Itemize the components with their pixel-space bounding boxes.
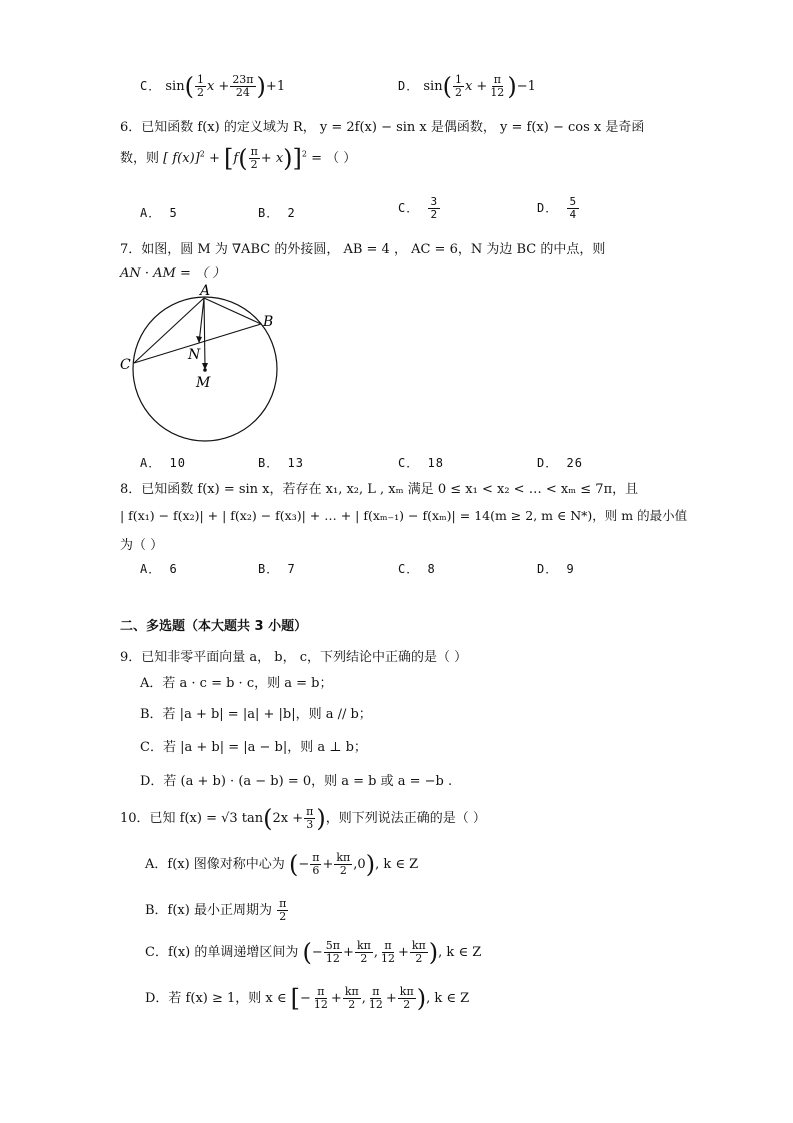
q7-stem-line1: 7．如图，圆 M 为 ∇ABC 的外接圆， AB = 4 ， AC = 6，N 为边 BC 的中点，则 — [120, 242, 606, 257]
q7-circle-diagram — [115, 282, 315, 447]
label-m: M — [196, 375, 211, 391]
q9-option-a: A．若 a · c = b · c，则 a = b； — [140, 676, 333, 691]
q9-stem: 9．已知非零平面向量 a， b， c，下列结论中正确的是（ ） — [120, 650, 468, 665]
vector-am — [204, 298, 205, 367]
q6-stem-line1: 6．已知函数 f(x) 的定义域为 R， y = 2f(x) − sin x 是偶函数， y = f(x) − cos x 是奇函 — [120, 120, 645, 135]
q5-option-d: D． sin( $\frac{1}{2}$ x + $\frac{\pi}{12}$ )−1 — [398, 72, 536, 101]
q7-option-d: D． 26 — [537, 456, 583, 470]
label-b: B — [263, 314, 274, 330]
q9-option-c: C．若 |a + b| = |a − b|，则 a ⊥ b； — [140, 740, 367, 755]
q9-option-b: B．若 |a + b| = |a| + |b|，则 a // b； — [140, 707, 372, 722]
q5-option-c: C． sin( $\frac{1}{2}$ x + $\frac{23\pi}{24}$ )+1 — [140, 72, 286, 101]
q8-option-c: C． 8 — [398, 562, 436, 576]
q7-option-a: A． 10 — [140, 456, 186, 470]
q8-stem-line3: 为（ ） — [120, 538, 164, 553]
q8-option-b: B． 7 — [258, 562, 296, 576]
vector-an — [199, 298, 204, 343]
label-n: N — [188, 347, 201, 363]
label-a: A — [200, 283, 211, 299]
section-title-multiple-choice: 二、多选题（本大题共 3 小题） — [120, 619, 308, 634]
q8-stem-line2: | f(x₁) − f(x₂)| + | f(x₂) − f(x₃)| + … + | f(xₘ₋₁) − f(xₘ)| = 14(m ≥ 2, m ∈ N*)，则 m 的最小值 — [120, 508, 688, 523]
q6-option-c: C． $\frac{3}{2}$ — [398, 195, 439, 221]
q8-option-a: A． 6 — [140, 562, 178, 576]
q10-stem: 10．已知 f(x) = √3 tan(2x + $\frac{\pi}{3}$ )，则下列说法正确的是（ ） — [120, 804, 486, 833]
q9-option-d: D．若 (a + b) · (a − b) = 0，则 a = b 或 a = −b . — [140, 774, 453, 789]
q6-option-b: B． 2 — [258, 206, 296, 220]
label-c: C — [120, 357, 131, 373]
q6-option-d: D． $\frac{5}{4}$ — [537, 195, 578, 221]
q10-option-d: D．若 f(x) ≥ 1，则 x ∈ [− $\frac{\pi}{12}$ + $\frac{k\pi}{2}$ , $\frac{\pi}{12}$ + $\frac{k\pi}{2}$ ), k ∈ Z — [145, 984, 470, 1013]
q8-option-d: D． 9 — [537, 562, 575, 576]
q6-option-a: A． 5 — [140, 206, 178, 220]
q7-stem-line2: AN · AM = （ ） — [120, 266, 226, 281]
q7-option-c: C． 18 — [398, 456, 444, 470]
center-point — [203, 368, 207, 372]
q10-option-a: A．f(x) 图像对称中心为 (− $\frac{\pi}{6}$ + $\frac{k\pi}{2}$ ,0), k ∈ Z — [145, 850, 419, 879]
q7-option-b: B． 13 — [258, 456, 304, 470]
q6-stem-line2: 数，则 [ f(x)]$^2$ + [f( $\frac{\pi}{2}$ + x)]$^2$ = （ ） — [120, 144, 357, 173]
q10-option-c: C．f(x) 的单调递增区间为 (− $\frac{5\pi}{12}$ + $\frac{k\pi}{2}$ , $\frac{\pi}{12}$ + $\frac{k\pi}{2}$ ), k ∈ Z — [145, 938, 482, 967]
q8-stem-line1: 8．已知函数 f(x) = sin x，若存在 x₁, x₂, L , xₘ 满足 0 ≤ x₁ < x₂ < … < xₘ ≤ 7π，且 — [120, 482, 639, 497]
q10-option-b: B．f(x) 最小正周期为 $\frac{\pi}{2}$ — [145, 897, 287, 923]
